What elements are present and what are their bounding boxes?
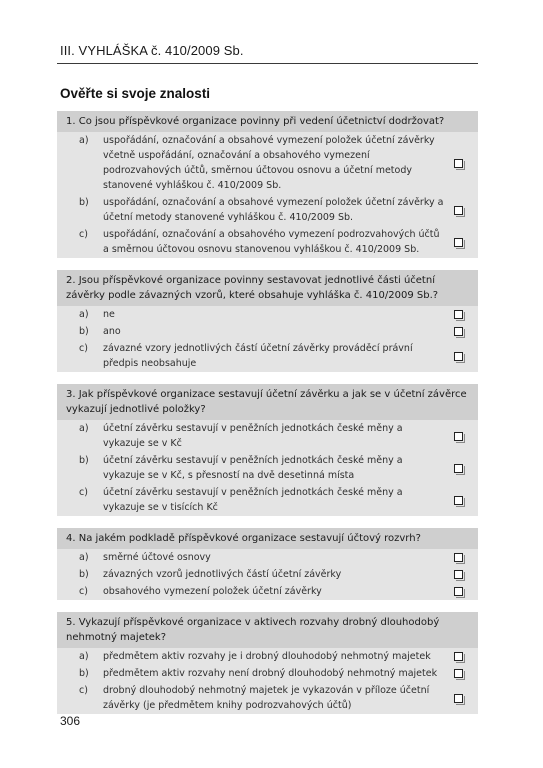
- option-letter: b): [79, 668, 89, 679]
- option-letter: c): [79, 343, 88, 354]
- answer-option: [57, 583, 478, 600]
- option-text: účetní závěrku sestavují v peněžních jednotkách české měny a vykazuje se v Kč: [103, 423, 403, 449]
- answer-checkbox[interactable]: [454, 159, 463, 168]
- option-letter: c): [79, 487, 88, 498]
- question-text: 2. Jsou příspěvkové organizace povinny sestavovat jednotlivé části účetní závěrky podle závazných vzorů, které obsahuje vyhláška č. 410/2009 Sb.?: [57, 270, 478, 306]
- page-number: 306: [60, 714, 81, 728]
- answer-checkbox[interactable]: [454, 587, 463, 596]
- answer-checkbox[interactable]: [454, 669, 463, 678]
- question-block: [57, 384, 478, 516]
- option-letter: b): [79, 569, 89, 580]
- running-header: III. VYHLÁŠKA č. 410/2009 Sb.: [60, 43, 244, 58]
- answer-option: [57, 306, 478, 323]
- answer-checkbox[interactable]: [454, 570, 463, 579]
- option-letter: a): [79, 651, 89, 662]
- option-letter: c): [79, 685, 88, 696]
- option-text: obsahového vymezení položek účetní závěrky: [103, 586, 322, 597]
- answer-checkbox[interactable]: [454, 694, 463, 703]
- option-letter: a): [79, 423, 89, 434]
- option-text: předmětem aktiv rozvahy je i drobný dlouhodobý nehmotný majetek: [103, 651, 431, 662]
- question-block: [57, 612, 478, 714]
- answer-option: [57, 226, 478, 258]
- question-text: 5. Vykazují příspěvkové organizace v aktivech rozvahy drobný dlouhodobý nehmotný majetek?: [57, 612, 478, 648]
- question-text: 1. Co jsou příspěvkové organizace povinny při vedení účetnictví dodržovat?: [57, 111, 478, 132]
- option-text: uspořádání, označování a obsahové vymezení položek účetní závěrky a účetní metody stanovené vyhláškou č. 410/2009 Sb.: [103, 197, 444, 223]
- option-letter: b): [79, 326, 89, 337]
- answer-option: [57, 194, 478, 226]
- header-rule: [57, 63, 478, 64]
- answer-option: [57, 340, 478, 372]
- answer-option: [57, 682, 478, 714]
- option-text: uspořádání, označování a obsahové vymezení položek účetní závěrky včetně uspořádání, označování a obsahového vymezení podrozvahových účtů, směrnou účtovou osnovu a účetní metody stanovené vyhláškou č. 410/2009 Sb.: [103, 135, 435, 191]
- answer-checkbox[interactable]: [454, 352, 463, 361]
- option-text: směrné účtové osnovy: [103, 552, 211, 563]
- option-text: ano: [103, 326, 121, 337]
- option-letter: b): [79, 197, 89, 208]
- option-letter: b): [79, 455, 89, 466]
- option-letter: a): [79, 552, 89, 563]
- option-text: účetní závěrku sestavují v peněžních jednotkách české měny a vykazuje se v Kč, s přesností na dvě desetinná místa: [103, 455, 403, 481]
- answer-checkbox[interactable]: [454, 432, 463, 441]
- question-text: 3. Jak příspěvkové organizace sestavují účetní závěrku a jak se v účetní závěrce vykazují jednotlivé položky?: [57, 384, 478, 420]
- answer-checkbox[interactable]: [454, 310, 463, 319]
- option-text: drobný dlouhodobý nehmotný majetek je vykazován v příloze účetní závěrky (je předmětem knihy podrozvahových účtů): [103, 685, 430, 711]
- question-text: 4. Na jakém podkladě příspěvkové organizace sestavují účtový rozvrh?: [57, 528, 478, 549]
- answer-checkbox[interactable]: [454, 553, 463, 562]
- answer-checkbox[interactable]: [454, 464, 463, 473]
- answer-option: [57, 549, 478, 566]
- answer-option: [57, 566, 478, 583]
- question-block: [57, 111, 478, 258]
- option-text: účetní závěrku sestavují v peněžních jednotkách české měny a vykazuje se v tisících Kč: [103, 487, 403, 513]
- answer-checkbox[interactable]: [454, 238, 463, 247]
- answer-option: [57, 132, 478, 194]
- answer-checkbox[interactable]: [454, 327, 463, 336]
- option-letter: a): [79, 135, 89, 146]
- answer-checkbox[interactable]: [454, 206, 463, 215]
- answer-option: [57, 648, 478, 665]
- option-text: uspořádání, označování a obsahového vymezení podrozvahových účtů a směrnou účtovou osnovu stanovenou vyhláškou č. 410/2009 Sb.: [103, 229, 440, 255]
- option-letter: c): [79, 586, 88, 597]
- option-text: závazných vzorů jednotlivých částí účetní závěrky: [103, 569, 342, 580]
- answer-checkbox[interactable]: [454, 496, 463, 505]
- answer-option: [57, 323, 478, 340]
- option-letter: c): [79, 229, 88, 240]
- answer-checkbox[interactable]: [454, 652, 463, 661]
- question-block: [57, 528, 478, 600]
- answer-option: [57, 665, 478, 682]
- answer-option: [57, 452, 478, 484]
- answer-option: [57, 484, 478, 516]
- quiz-questions: [57, 111, 478, 726]
- answer-option: [57, 420, 478, 452]
- option-text: závazné vzory jednotlivých částí účetní závěrky prováděcí právní předpis neobsahuje: [103, 343, 413, 369]
- option-text: předmětem aktiv rozvahy není drobný dlouhodobý nehmotný majetek: [103, 668, 438, 679]
- option-text: ne: [103, 309, 115, 320]
- option-letter: a): [79, 309, 89, 320]
- section-title: Ověřte si svoje znalosti: [60, 86, 211, 101]
- question-block: [57, 270, 478, 372]
